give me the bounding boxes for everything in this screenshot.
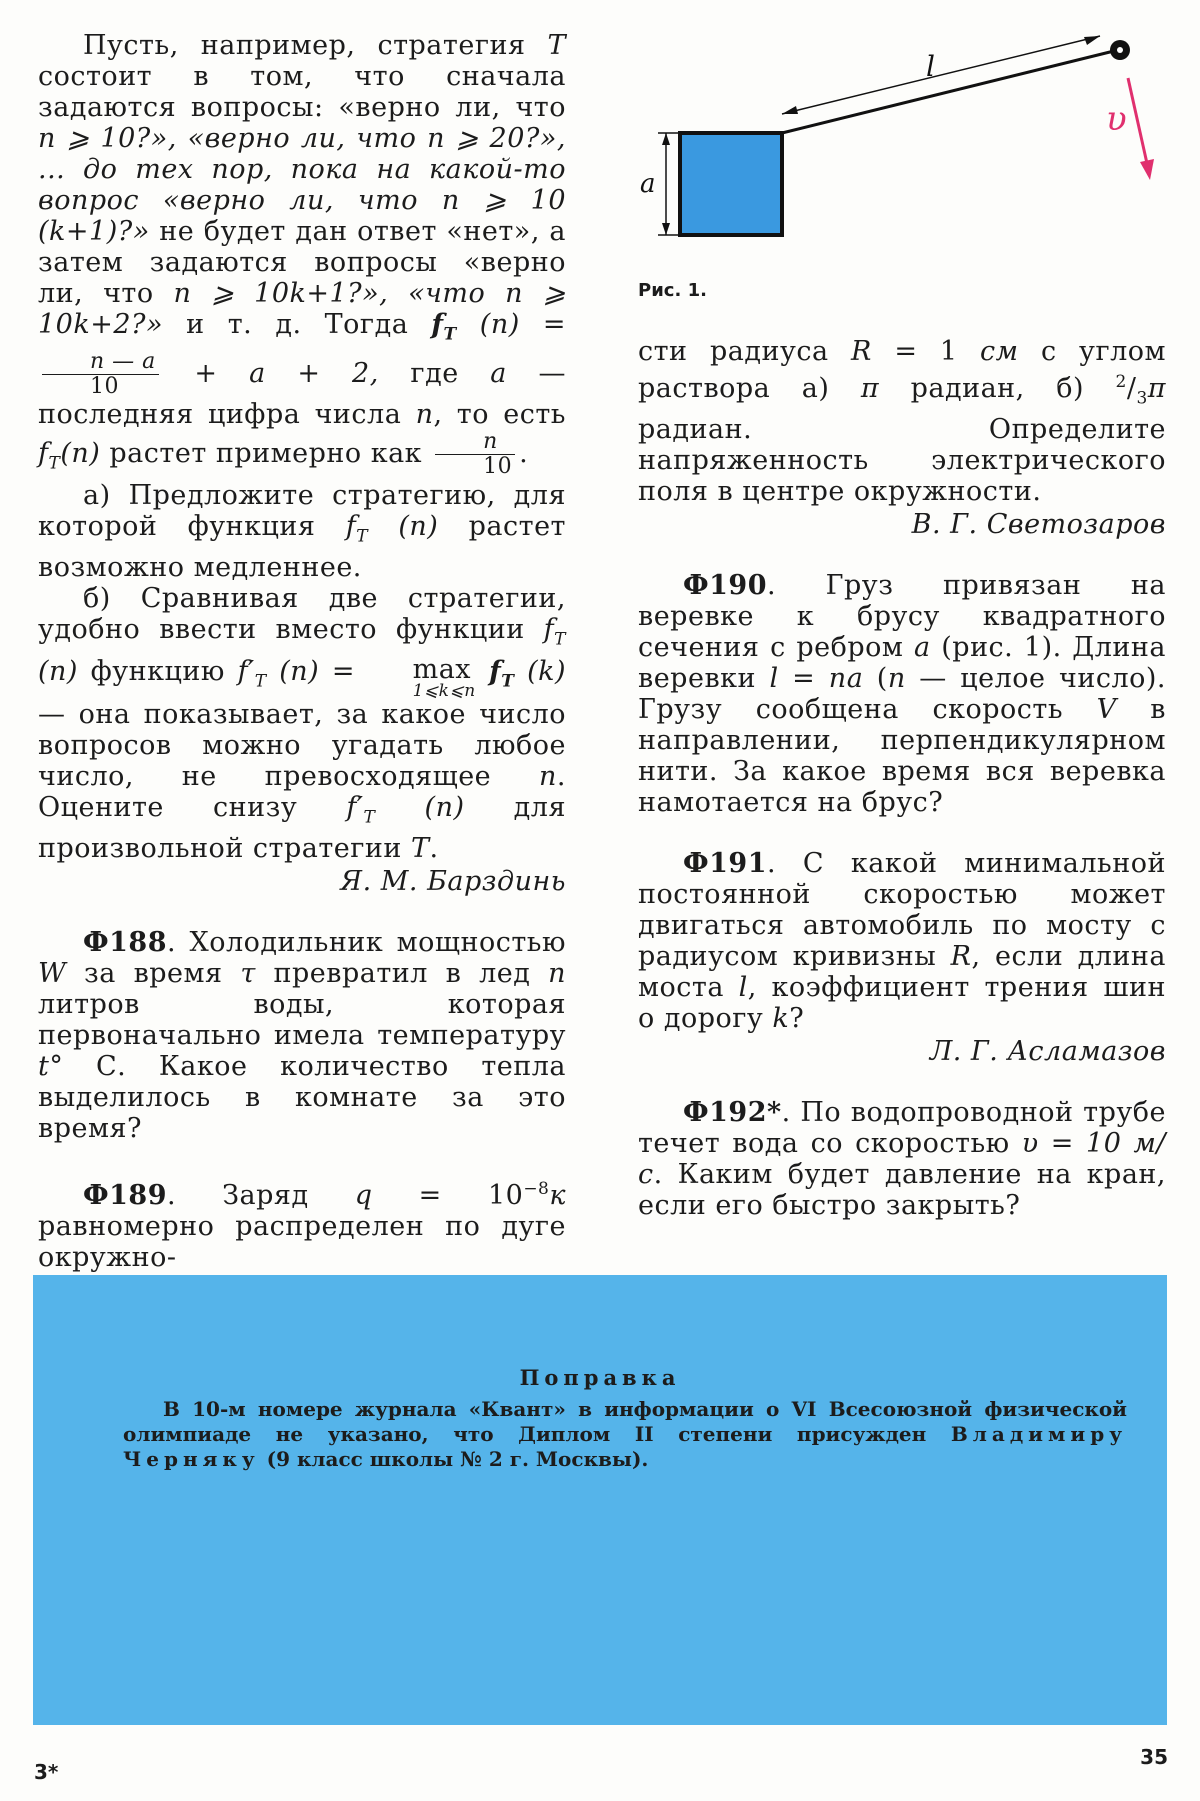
part-a-paragraph: а) Предложите стратегию, для которой функция $f_T$ (n) растет возможно медленнее. [38, 479, 566, 584]
label-l: l [926, 50, 935, 83]
figure-rope-block [638, 20, 1168, 270]
problem-number: Ф190 [683, 570, 767, 602]
length-dimension-line [782, 36, 1100, 114]
problem-f189-continued: сти радиуса R = 1 см с углом раствора а) π радиан, б) $^2/_3\pi$ радиан. Определите напряженность электрического поля в центре окружности. [638, 336, 1167, 508]
right-column [638, 336, 1166, 1221]
label-a: a [640, 169, 656, 199]
formula-fraction: $\frac{n — a}{10}$ [42, 350, 159, 399]
figure-drawing [638, 20, 1168, 270]
problem-number: Ф188 [83, 926, 167, 958]
problem-number: Ф192* [683, 1097, 782, 1129]
length-arrowhead-start [782, 106, 798, 114]
author-barzdin: Я. М. Барздинь [340, 865, 566, 897]
max-operator: max 1⩽k⩽n [412, 653, 476, 701]
label-v: υ [1106, 99, 1127, 139]
author-aslamazov: Л. Г. Асламазов [929, 1036, 1166, 1068]
a-arrowhead-bottom [662, 223, 670, 235]
problem-f191: Ф191. С какой минимальной постоянной скоростью может двигаться автомобиль по мосту с радиусом кривизны R, если длина моста l, коэффициент трения шин о дорогу k? [638, 848, 1166, 1035]
square-block [680, 133, 782, 235]
weight-ball-highlight [1117, 47, 1123, 53]
author-svetozarov: В. Г. Светозаров [911, 509, 1166, 541]
rope-line [782, 50, 1118, 133]
a-arrowhead-top [662, 133, 670, 145]
velocity-arrow-line [1128, 78, 1148, 168]
problem-f188: Ф188. Холодильник мощностью W за время τ превратил в лед n литров воды, которая первоначально имела температуру t° С. Какое количество тепла выделилось в комнате за это время? [38, 926, 566, 1144]
problem-f189: Ф189. Заряд $q = 10^{-8}к$ равномерно распределен по дуге окружно- [38, 1178, 566, 1273]
intro-paragraph: Пусть, например, стратегия T состоит в том, что сначала задаются вопросы: «верно ли, что n ⩾ 10?», «верно ли, что n ⩾ 20?», ... до тех пор, пока на какой-то вопрос «верно ли, что n ⩾ 10 (k+1)?» не будет дан ответ «нет», а затем задаются вопросы «верно ли, что n ⩾ 10k+1?», «что n ⩾ 10k+2?» и т. д. Тогда $f_T$ (n) = $\frac{n — a}{10}$ + a + 2, где a — последняя цифра числа n, то есть $f_T(n)$ растет примерно как $\frac{n}{10}$ . [38, 30, 566, 480]
velocity-arrowhead [1140, 159, 1154, 180]
notice-body: В 10-м номере журнала «Квант» в информации о VI Всесоюзной физической олимпиаде не указано, что Диплом II степени присужден Владимиру Черняку (9 класс школы № 2 г. Москвы). [123, 1397, 1127, 1471]
page-number: 35 [1140, 1745, 1168, 1769]
problem-f190: Ф190. Груз привязан на веревке к брусу квадратного сечения с ребром a (рис. 1). Длина веревки l = na (n — целое число). Грузу сообщена скорость V в направлении, перпендикулярном нити. За какое время вся веревка намотается на брус? [638, 570, 1167, 819]
growth-fraction: $\frac{n}{10}$ [435, 430, 515, 479]
signature-mark: 3* [34, 1760, 59, 1784]
problem-number: Ф189 [83, 1179, 167, 1211]
part-b-paragraph: б) Сравнивая две стратегии, удобно ввести вместо функции $f_T$ (n) функцию $f'_T$ (n) = max 1⩽k⩽n $f_T$ (k) — она показывает, за какое число вопросов можно угадать любое число, не превосходящее n. Оцените снизу $f'_T$ (n) для произвольной стратегии T. [38, 583, 567, 864]
problem-number: Ф191 [683, 848, 767, 880]
figure-caption: Рис. 1. [638, 280, 707, 301]
notice-name: Владимиру Черняку [123, 1422, 1127, 1471]
correction-notice [33, 1275, 1167, 1725]
notice-title: Поправка [519, 1365, 681, 1390]
problem-f192: Ф192*. По водопроводной трубе течет вода со скоростью υ = 10 м/с. Каким будет давление на кран, если его быстро закрыть? [638, 1097, 1166, 1222]
length-arrowhead-end [1084, 36, 1100, 45]
left-column [38, 30, 566, 1273]
